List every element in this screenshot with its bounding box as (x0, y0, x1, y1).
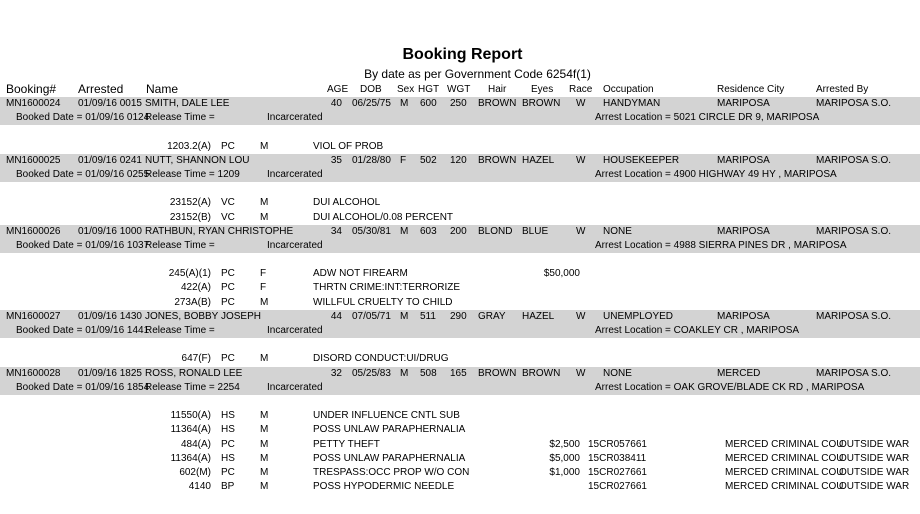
charge-level: F (260, 282, 267, 294)
arrested-by-value: MARIPOSA S.O. (816, 154, 892, 166)
charge-level: M (260, 410, 269, 422)
charge-level: M (260, 140, 269, 152)
arrest-location: Arrest Location = COAKLEY CR , MARIPOSA (595, 325, 800, 336)
race-value: W (576, 225, 586, 237)
height-value: 600 (420, 98, 437, 109)
weight-value: 200 (450, 225, 467, 237)
charge-type: PC (221, 282, 235, 294)
custody-status: Incarcerated (267, 239, 323, 251)
eyes-value: BLUE (522, 225, 549, 237)
booking-row (0, 367, 920, 381)
dob-value: 01/28/80 (352, 154, 391, 166)
spacer-row (0, 125, 920, 139)
charge-description: POSS UNLAW PARAPHERNALIA (313, 424, 466, 436)
arrested-datetime: 01/09/16 1825 (78, 367, 142, 379)
header-race: Race (569, 84, 593, 95)
booking-list (0, 97, 920, 494)
charge-level: M (260, 452, 269, 464)
charge-type: PC (221, 438, 235, 450)
booked-date: Booked Date = 01/09/16 1854 (16, 381, 150, 393)
sex-value: M (400, 367, 409, 379)
arrested-by-value: MARIPOSA S.O. (816, 98, 892, 109)
release-time: Release Time = (145, 112, 215, 124)
release-time: Release Time = (145, 239, 215, 251)
booking-number: MN1600027 (6, 310, 61, 322)
charge-description: ADW NOT FIREARM (313, 268, 408, 280)
charge-description: THRTN CRIME:INT:TERRORIZE (313, 282, 461, 294)
release-time: Release Time = 1209 (145, 168, 240, 180)
age-value: 40 (330, 98, 342, 109)
charge-description: TRESPASS:OCC PROP W/O CON (313, 466, 470, 478)
hair-value: BROWN (478, 367, 517, 379)
charge-description: DUI ALCOHOL/0.08 PERCENT (313, 211, 454, 223)
person-name: ROSS, RONALD LEE (145, 367, 243, 379)
report-subtitle: By date as per Government Code 6254f(1) (364, 67, 591, 81)
arrested-by-value: MARIPOSA S.O. (816, 225, 892, 237)
charge-type: VC (221, 211, 235, 223)
header-hgt: HGT (418, 84, 440, 95)
court-name: MERCED CRIMINAL COU (725, 481, 844, 493)
header-age: AGE (327, 84, 349, 95)
charge-level: M (260, 296, 269, 308)
charge-row (0, 466, 920, 480)
residence-city-value: MARIPOSA (717, 98, 770, 109)
person-name: SMITH, DALE LEE (145, 98, 230, 109)
release-time: Release Time = 2254 (145, 381, 240, 393)
height-value: 511 (420, 310, 436, 322)
charge-description: POSS UNLAW PARAPHERNALIA (313, 452, 466, 464)
charge-row (0, 211, 920, 225)
court-name: MERCED CRIMINAL COU (725, 466, 844, 478)
booking-detail-row (0, 168, 920, 182)
charge-level: M (260, 438, 269, 450)
warrant-type: OUTSIDE WAR (839, 452, 910, 464)
weight-value: 165 (450, 367, 467, 379)
charge-row (0, 452, 920, 466)
charge-row (0, 196, 920, 210)
dob-value: 05/25/83 (352, 367, 391, 379)
charge-description: POSS HYPODERMIC NEEDLE (313, 481, 455, 493)
spacer-row (0, 338, 920, 352)
hair-value: GRAY (478, 310, 506, 322)
booking-number: MN1600025 (6, 154, 61, 166)
header-arrested-by: Arrested By (816, 84, 869, 95)
charge-description: WILLFUL CRUELTY TO CHILD (313, 296, 453, 308)
booking-number: MN1600024 (6, 98, 61, 109)
header-arrested: Arrested (78, 82, 124, 96)
report-title: Booking Report (402, 46, 523, 63)
court-name: MERCED CRIMINAL COU (725, 452, 844, 464)
header-name: Name (146, 82, 179, 96)
case-number: 15CR027661 (588, 481, 647, 493)
arrest-location: Arrest Location = 4900 HIGHWAY 49 HY , MARIPOSA (595, 168, 837, 180)
sex-value: M (400, 225, 409, 237)
age-value: 35 (330, 154, 342, 166)
header-booking: Booking# (6, 82, 57, 96)
booking-row (0, 154, 920, 168)
age-value: 32 (330, 367, 342, 379)
booked-date: Booked Date = 01/09/16 0255 (16, 168, 150, 180)
booked-date: Booked Date = 01/09/16 1441 (16, 325, 150, 336)
charge-type: PC (221, 353, 235, 365)
charge-type: HS (221, 424, 235, 436)
booking-row (0, 225, 920, 239)
charge-description: UNDER INFLUENCE CNTL SUB (313, 410, 460, 422)
arrest-location: Arrest Location = OAK GROVE/BLADE CK RD , MARIPOSA (595, 381, 865, 393)
bail-amount: $2,500 (549, 438, 580, 450)
dob-value: 06/25/75 (352, 98, 391, 109)
hair-value: BROWN (478, 98, 517, 109)
occupation-value: NONE (603, 225, 632, 237)
charge-type: HS (221, 410, 235, 422)
booking-detail-row (0, 381, 920, 395)
header-wgt: WGT (447, 84, 471, 95)
hair-value: BLOND (478, 225, 513, 237)
charge-type: PC (221, 296, 235, 308)
charge-type: PC (221, 268, 235, 280)
custody-status: Incarcerated (267, 381, 323, 393)
booked-date: Booked Date = 01/09/16 0124 (16, 112, 150, 124)
charge-row (0, 409, 920, 423)
charge-type: PC (221, 140, 235, 152)
height-value: 502 (420, 154, 437, 166)
race-value: W (576, 310, 586, 322)
hair-value: BROWN (478, 154, 517, 166)
sex-value: M (400, 310, 409, 322)
person-name: RATHBUN, RYAN CHRISTOPHE (145, 225, 294, 237)
dob-value: 07/05/71 (352, 310, 391, 322)
age-value: 34 (330, 225, 342, 237)
charge-level: M (260, 197, 269, 209)
release-time: Release Time = (145, 325, 215, 336)
case-number: 15CR038411 (588, 452, 647, 464)
height-value: 603 (420, 225, 437, 237)
charge-code: 647(F) (181, 353, 211, 365)
charge-code: 23152(A) (169, 197, 211, 209)
bail-amount: $50,000 (543, 268, 580, 280)
height-value: 508 (420, 367, 437, 379)
charge-description: DUI ALCOHOL (313, 197, 381, 209)
warrant-type: OUTSIDE WAR (839, 466, 910, 478)
charge-level: M (260, 211, 269, 223)
spacer-row (0, 253, 920, 267)
arrest-location: Arrest Location = 4988 SIERRA PINES DR , MARIPOSA (595, 239, 847, 251)
charge-code: 484(A) (180, 438, 211, 450)
arrested-datetime: 01/09/16 0241 (78, 154, 142, 166)
charge-type: BP (221, 481, 235, 493)
occupation-value: NONE (603, 367, 632, 379)
residence-city-value: MERCED (717, 367, 761, 379)
person-name: NUTT, SHANNON LOU (145, 154, 250, 166)
charge-row (0, 480, 920, 494)
charge-level: F (260, 268, 267, 280)
bail-amount: $5,000 (549, 452, 580, 464)
charge-row (0, 352, 920, 366)
charge-level: M (260, 424, 269, 436)
custody-status: Incarcerated (267, 168, 323, 180)
eyes-value: HAZEL (522, 310, 555, 322)
residence-city-value: MARIPOSA (717, 154, 770, 166)
header-residence-city: Residence City (717, 84, 785, 95)
eyes-value: BROWN (522, 367, 561, 379)
arrested-by-value: MARIPOSA S.O. (816, 367, 892, 379)
arrested-datetime: 01/09/16 1430 (78, 310, 142, 322)
age-value: 44 (330, 310, 342, 322)
charge-level: M (260, 466, 269, 478)
arrest-location: Arrest Location = 5021 CIRCLE DR 9, MARIPOSA (595, 112, 820, 124)
charge-code: 23152(B) (169, 211, 211, 223)
case-number: 15CR027661 (588, 466, 647, 478)
charge-code: 1203.2(A) (167, 140, 211, 152)
eyes-value: BROWN (522, 98, 561, 109)
header-dob: DOB (360, 84, 382, 95)
header-sex: Sex (397, 84, 415, 95)
charge-row (0, 267, 920, 281)
custody-status: Incarcerated (267, 112, 323, 124)
warrant-type: OUTSIDE WAR (839, 438, 910, 450)
spacer-row (0, 182, 920, 196)
header-hair: Hair (488, 84, 507, 95)
booking-detail-row (0, 324, 920, 338)
charge-code: 422(A) (180, 282, 211, 294)
sex-value: F (400, 154, 407, 166)
sex-value: M (400, 98, 409, 109)
bail-amount: $1,000 (549, 466, 580, 478)
spacer-row (0, 395, 920, 409)
race-value: W (576, 154, 586, 166)
race-value: W (576, 98, 586, 109)
charge-row (0, 438, 920, 452)
booking-row (0, 97, 920, 111)
charge-row (0, 423, 920, 437)
charge-code: 245(A)(1) (168, 268, 211, 280)
charge-row (0, 296, 920, 310)
charge-type: VC (221, 197, 235, 209)
booking-number: MN1600028 (6, 367, 61, 379)
case-number: 15CR057661 (588, 438, 647, 450)
occupation-value: HOUSEKEEPER (603, 154, 680, 166)
charge-code: 4140 (188, 481, 211, 493)
charge-type: HS (221, 452, 235, 464)
booked-date: Booked Date = 01/09/16 1037 (16, 239, 150, 251)
eyes-value: HAZEL (522, 154, 555, 166)
custody-status: Incarcerated (267, 325, 323, 336)
weight-value: 120 (450, 154, 467, 166)
booking-detail-row (0, 239, 920, 253)
warrant-type: OUTSIDE WAR (839, 481, 910, 493)
race-value: W (576, 367, 586, 379)
booking-row (0, 310, 920, 324)
court-name: MERCED CRIMINAL COU (725, 438, 844, 450)
header-eyes: Eyes (531, 84, 554, 95)
arrested-datetime: 01/09/16 1000 (78, 225, 142, 237)
charge-code: 602(M) (179, 466, 211, 478)
header-occupation: Occupation (603, 84, 654, 95)
charge-row (0, 140, 920, 154)
charge-code: 11364(A) (170, 424, 211, 436)
booking-number: MN1600026 (6, 225, 61, 237)
charge-code: 11550(A) (170, 410, 211, 422)
charge-level: M (260, 353, 269, 365)
residence-city-value: MARIPOSA (717, 225, 770, 237)
occupation-value: HANDYMAN (603, 98, 661, 109)
person-name: JONES, BOBBY JOSEPH (145, 310, 261, 322)
arrested-by-value: MARIPOSA S.O. (816, 310, 892, 322)
charge-description: VIOL OF PROB (313, 140, 384, 152)
charge-description: DISORD CONDUCT:UI/DRUG (313, 353, 449, 365)
charge-description: PETTY THEFT (313, 438, 380, 450)
charge-code: 273A(B) (174, 296, 211, 308)
booking-detail-row (0, 111, 920, 125)
dob-value: 05/30/81 (352, 225, 391, 237)
residence-city-value: MARIPOSA (717, 310, 770, 322)
charge-code: 11364(A) (170, 452, 211, 464)
charge-type: PC (221, 466, 235, 478)
occupation-value: UNEMPLOYED (603, 310, 674, 322)
weight-value: 290 (450, 310, 467, 322)
charge-level: M (260, 481, 269, 493)
charge-row (0, 281, 920, 295)
arrested-datetime: 01/09/16 0015 (78, 98, 142, 109)
weight-value: 250 (450, 98, 467, 109)
